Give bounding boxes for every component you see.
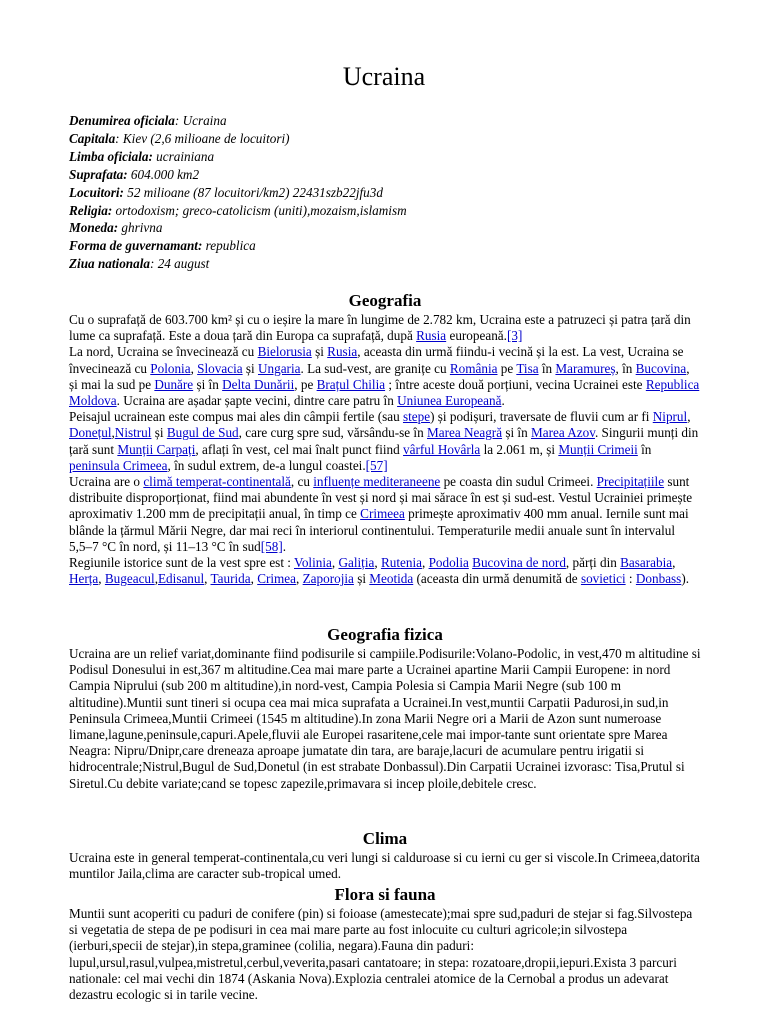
fact-separator: : bbox=[149, 256, 158, 272]
text-run: : bbox=[625, 571, 636, 587]
text-run: pe coasta din sudul Crimeei. bbox=[440, 474, 597, 490]
text-run: , bbox=[421, 555, 429, 571]
fact-separator: : bbox=[115, 130, 123, 146]
clima-text: Ucraina este in general temperat-continentala,cu veri lungi si calduroase si cu ierni cu ger si viscole.In Crimeea,datorita muntilor Jaila,clima are caracter sub-tropical umed. bbox=[69, 850, 700, 882]
geografia-paragraph bbox=[69, 474, 701, 555]
section-clima bbox=[69, 828, 701, 882]
text-run: , și mai la sud pe bbox=[69, 360, 690, 392]
wiki-link[interactable]: Marea Azov bbox=[531, 425, 595, 441]
wiki-link[interactable]: Marea Neagră bbox=[427, 425, 503, 441]
fact-label: Denumirea oficiala bbox=[69, 113, 175, 128]
text-run: la 2.061 m, și bbox=[480, 441, 559, 457]
fact-row bbox=[69, 184, 407, 202]
fact-row bbox=[69, 202, 407, 220]
text-run: , părți din bbox=[565, 555, 621, 571]
text-run: , aflați în vest, cel mai înalt punct fiind bbox=[195, 441, 404, 457]
page-title: Ucraina bbox=[342, 62, 426, 91]
text-run: Ucraina are o bbox=[69, 474, 144, 490]
wiki-link[interactable]: Basarabia bbox=[620, 555, 673, 571]
text-run: . Singurii munți din țară sunt bbox=[69, 425, 699, 457]
geografia-paragraph bbox=[69, 555, 701, 587]
text-run: și bbox=[151, 425, 167, 441]
section-heading-geografia-fizica: Geografia fizica bbox=[327, 625, 443, 644]
text-run: și în bbox=[193, 376, 223, 392]
text-run: , bbox=[672, 555, 676, 571]
text-run: în bbox=[637, 441, 652, 457]
text-run: La nord, Ucraina se învecinează cu bbox=[69, 344, 258, 360]
wiki-link[interactable]: Zaporojia bbox=[302, 571, 354, 587]
wiki-link[interactable]: Herța bbox=[69, 571, 99, 587]
text-run: și bbox=[242, 360, 258, 376]
fact-row bbox=[69, 112, 407, 130]
text-run: ). bbox=[681, 571, 690, 587]
wiki-link[interactable]: [58] bbox=[260, 538, 283, 554]
text-run: primește aproximativ 400 mm anual. Iernile sunt mai blânde la țărmul Mării Negre, dar mai reci în interiorul continentului. Temperaturile medii anuale sunt în intervalul 5,5–7 °C în nord, și 11–13 °C în sud bbox=[69, 506, 689, 554]
fact-label: Moneda: bbox=[69, 220, 119, 236]
text-run: , pe bbox=[294, 376, 317, 392]
text-run: , bbox=[250, 571, 258, 587]
wiki-link[interactable]: Precipitațiile bbox=[596, 474, 665, 490]
text-run: . bbox=[282, 538, 287, 554]
wiki-link[interactable]: Bugul de Sud bbox=[166, 425, 239, 441]
text-run: . La sud-vest, are granițe cu bbox=[300, 360, 450, 376]
wiki-link[interactable]: Crimea bbox=[257, 571, 297, 587]
geografia-text bbox=[69, 312, 701, 587]
fact-value: ucrainiana bbox=[156, 148, 215, 164]
text-run: și în bbox=[502, 425, 531, 441]
fact-separator: : bbox=[174, 113, 183, 128]
fact-value: ortodoxism; greco-catolicism (uniti),mozaism,islamism bbox=[115, 202, 407, 218]
text-run: , bbox=[190, 360, 198, 376]
wiki-link[interactable]: Munții Carpați bbox=[117, 441, 196, 457]
text-run: , cu bbox=[290, 474, 314, 490]
wiki-link[interactable]: Delta Dunării bbox=[222, 376, 295, 392]
wiki-link[interactable]: stepe bbox=[402, 409, 431, 425]
text-run: , bbox=[687, 409, 691, 425]
facts-list bbox=[69, 112, 407, 273]
text-run: pe bbox=[497, 360, 517, 376]
fact-value: 52 milioane (87 locuitori/km2) 22431szb22jfu3d bbox=[127, 184, 383, 200]
fact-row bbox=[69, 255, 407, 273]
fact-value: 24 august bbox=[157, 256, 210, 272]
text-run: , bbox=[204, 571, 211, 587]
wiki-link[interactable]: România bbox=[449, 360, 498, 376]
wiki-link[interactable]: [3] bbox=[506, 328, 523, 344]
fact-label: Limba oficiala: bbox=[69, 148, 153, 164]
text-run: europeană. bbox=[446, 328, 507, 344]
fact-value: Ucraina bbox=[182, 113, 227, 128]
wiki-link[interactable]: [57] bbox=[365, 457, 388, 473]
fact-label: Suprafata: bbox=[69, 166, 128, 182]
section-heading-flora-fauna: Flora si fauna bbox=[334, 885, 436, 904]
text-run: Regiunile istorice sunt de la vest spre est : bbox=[69, 555, 294, 571]
fact-row bbox=[69, 166, 407, 184]
wiki-link[interactable]: Rusia bbox=[327, 344, 358, 360]
text-run: Cu o suprafață de 603.700 km² și cu o ieșire la mare în lungime de 2.782 km, Ucraina este a patruzeci și patra țară din lume ca suprafață. Este a doua țară din Europa ca suprafață, după bbox=[69, 312, 691, 344]
text-run: , bbox=[98, 571, 105, 587]
geografia-paragraph bbox=[69, 409, 701, 474]
wiki-link[interactable]: Maramureș bbox=[555, 360, 616, 376]
wiki-link[interactable]: vârful Hovârla bbox=[403, 441, 481, 457]
fact-label: Forma de guvernamant: bbox=[69, 238, 203, 254]
wiki-link[interactable]: Dunăre bbox=[154, 376, 194, 392]
wiki-link[interactable]: Taurida bbox=[210, 571, 251, 587]
fact-value: ghrivna bbox=[121, 220, 163, 236]
wiki-link[interactable]: Donbass bbox=[635, 571, 682, 587]
text-run: și bbox=[311, 344, 328, 360]
wiki-link[interactable]: Niprul bbox=[652, 409, 688, 425]
wiki-link[interactable]: Volinia bbox=[294, 555, 332, 571]
text-run: , aceasta din urmă fiindu-i vecină și la est. La vest, Ucraina se învecinează cu bbox=[69, 344, 684, 376]
text-run: . Ucraina are așadar șapte vecini, dintre care patru în bbox=[116, 393, 398, 409]
fact-value: 604.000 km2 bbox=[130, 166, 200, 182]
geografia-fizica-text: Ucraina are un relief variat,dominante fiind podisurile si campiile.Podisurile:Volano-Podolic, in vest,470 m altitudine si Podisul Donesului in est,367 m altitudine.Cea mai mare parte a Ucrainei apartine Marii Campii Europene: in nord Campia Niprului (sub 200 m altitudine),in nord-vest, Campia Polesia si Campia Marii Negre (sub 100 m altitudine).Muntii sunt tineri si ocupa cea mai mica suprafata a Ucrainei.In vest,muntii Carpatii Padurosi,in sud,in Peninsula Crimeea,Muntii Crimeei (1545 m altitudine).In zona Marii Negre ori a Marii de Azon sunt numeroase limane,lagune,peninsule,capuri.Apele,fluvii ale Europei rasaritene,cele mai impor-tante sunt orientate spre Marea Neagra: Nipru/Dnipr,care dreneaza aproape jumatate din tara, are baraje,lacuri de acumulare pentru irigatii si hidrocentrale;Nistrul,Bugul de Sud,Donetul (in est strabate Donbassul).Din Carpatii Ucrainei izvorasc: Tisa,Prutul si Siretul.Cu debite variate;cand se topesc zapezile,primavara si incep ploile,debitele cresc. bbox=[69, 646, 701, 791]
fact-row bbox=[69, 130, 407, 148]
wiki-link[interactable]: Meotida bbox=[369, 571, 414, 587]
text-run: , bbox=[296, 571, 303, 587]
wiki-link[interactable]: Ungaria bbox=[257, 360, 301, 376]
wiki-link[interactable]: Rutenia bbox=[380, 555, 422, 571]
wiki-link[interactable]: Podolia bbox=[428, 555, 469, 571]
wiki-link[interactable]: Polonia bbox=[150, 360, 191, 376]
wiki-link[interactable]: Bugeacul bbox=[104, 571, 155, 587]
wiki-link[interactable]: Bielorusia bbox=[257, 344, 312, 360]
text-run: , bbox=[374, 555, 381, 571]
text-run: , în sudul extrem, de-a lungul coastei. bbox=[167, 457, 366, 473]
wiki-link[interactable]: peninsula Crimeea bbox=[69, 457, 168, 473]
text-run: ) și podișuri, traversate de fluvii cum ar fi bbox=[430, 409, 653, 425]
wiki-link[interactable]: Crimeea bbox=[360, 506, 405, 522]
text-run: în bbox=[538, 360, 556, 376]
text-run: ; între aceste două porțiuni, vecina Ucrainei este bbox=[385, 376, 646, 392]
wiki-link[interactable]: Tisa bbox=[516, 360, 539, 376]
wiki-link[interactable]: Bucovina de nord bbox=[472, 555, 566, 571]
text-run: sunt distribuite disproporționat, fiind mai abundente în vest și nord și mai sărace în est și sud-est. Vestul Ucrainiei primește aproximativ 1.200 mm de precipitații anual, în timp ce bbox=[69, 474, 693, 522]
text-run: , bbox=[111, 425, 115, 441]
geografia-paragraph bbox=[69, 312, 701, 344]
section-heading-geografia: Geografia bbox=[348, 291, 422, 310]
wiki-link[interactable]: Rusia bbox=[416, 328, 447, 344]
fact-row bbox=[69, 219, 407, 237]
section-heading-clima: Clima bbox=[362, 829, 408, 848]
wiki-link[interactable]: Bucovina bbox=[635, 360, 687, 376]
fact-value: republica bbox=[205, 238, 256, 254]
text-run: , în bbox=[615, 360, 636, 376]
wiki-link[interactable]: Edisanul bbox=[158, 571, 205, 587]
wiki-link[interactable]: Slovacia bbox=[197, 360, 243, 376]
text-run: , bbox=[154, 571, 158, 587]
wiki-link[interactable]: Munții Crimeii bbox=[558, 441, 638, 457]
wiki-link[interactable]: Nistrul bbox=[114, 425, 152, 441]
wiki-link[interactable]: sovietici bbox=[580, 571, 626, 587]
text-run: (aceasta din urmă denumită de bbox=[413, 571, 581, 587]
fact-label: Locuitori: bbox=[69, 184, 124, 200]
wiki-link[interactable]: Donețul bbox=[69, 425, 112, 441]
fact-value: Kiev (2,6 milioane de locuitori) bbox=[122, 130, 290, 146]
flora-fauna-text: Muntii sunt acoperiti cu paduri de conifere (pin) si foioase (amestecate);mai spre sud,paduri de stejar si fag.Silvostepa si vegetatia de stepa de pe podisuri in cea mai mare parte au fost inlocuite cu culturi agricole;in silvostepa (ierburi,specii de stejar),in stepa,graminee (colilia, negara).Fauna din paduri: lupul,ursul,rasul,vulpea,mistretul,cerbul,veverita,pasari cantatoare; in stepa: rozatoare,dropii,iepuri.Exista 3 parcuri nationale: cel mai vechi din 1874 (Askania Nova).Explozia centralei atomice de la Cernobal a produs un adevarat dezastru ecologic si in tarile vecine. bbox=[69, 906, 693, 1003]
section-geografia bbox=[69, 290, 701, 587]
section-flora-fauna bbox=[69, 884, 701, 1003]
fact-row bbox=[69, 237, 407, 255]
wiki-link[interactable]: Uniunea Europeană bbox=[397, 393, 502, 409]
fact-row bbox=[69, 148, 407, 166]
fact-label: Capitala bbox=[69, 130, 116, 146]
section-geografia-fizica bbox=[69, 624, 701, 792]
text-run: și bbox=[353, 571, 370, 587]
wiki-link[interactable]: Brațul Chilia bbox=[316, 376, 386, 392]
wiki-link[interactable]: Republica Moldova bbox=[69, 376, 700, 409]
wiki-link[interactable]: climă temperat-continentală bbox=[143, 474, 291, 490]
wiki-link[interactable]: Galiția bbox=[338, 555, 375, 571]
wiki-link[interactable]: influențe mediteraneene bbox=[313, 474, 441, 490]
text-run: , care curg spre sud, vărsându-se în bbox=[238, 425, 427, 441]
text-run: , bbox=[331, 555, 339, 571]
fact-label: Ziua nationala bbox=[69, 256, 150, 272]
text-run: Peisajul ucrainean este compus mai ales din câmpii fertile (sau bbox=[69, 409, 403, 425]
fact-label: Religia: bbox=[69, 202, 113, 218]
geografia-paragraph bbox=[69, 344, 701, 409]
text-run: . bbox=[501, 393, 505, 409]
